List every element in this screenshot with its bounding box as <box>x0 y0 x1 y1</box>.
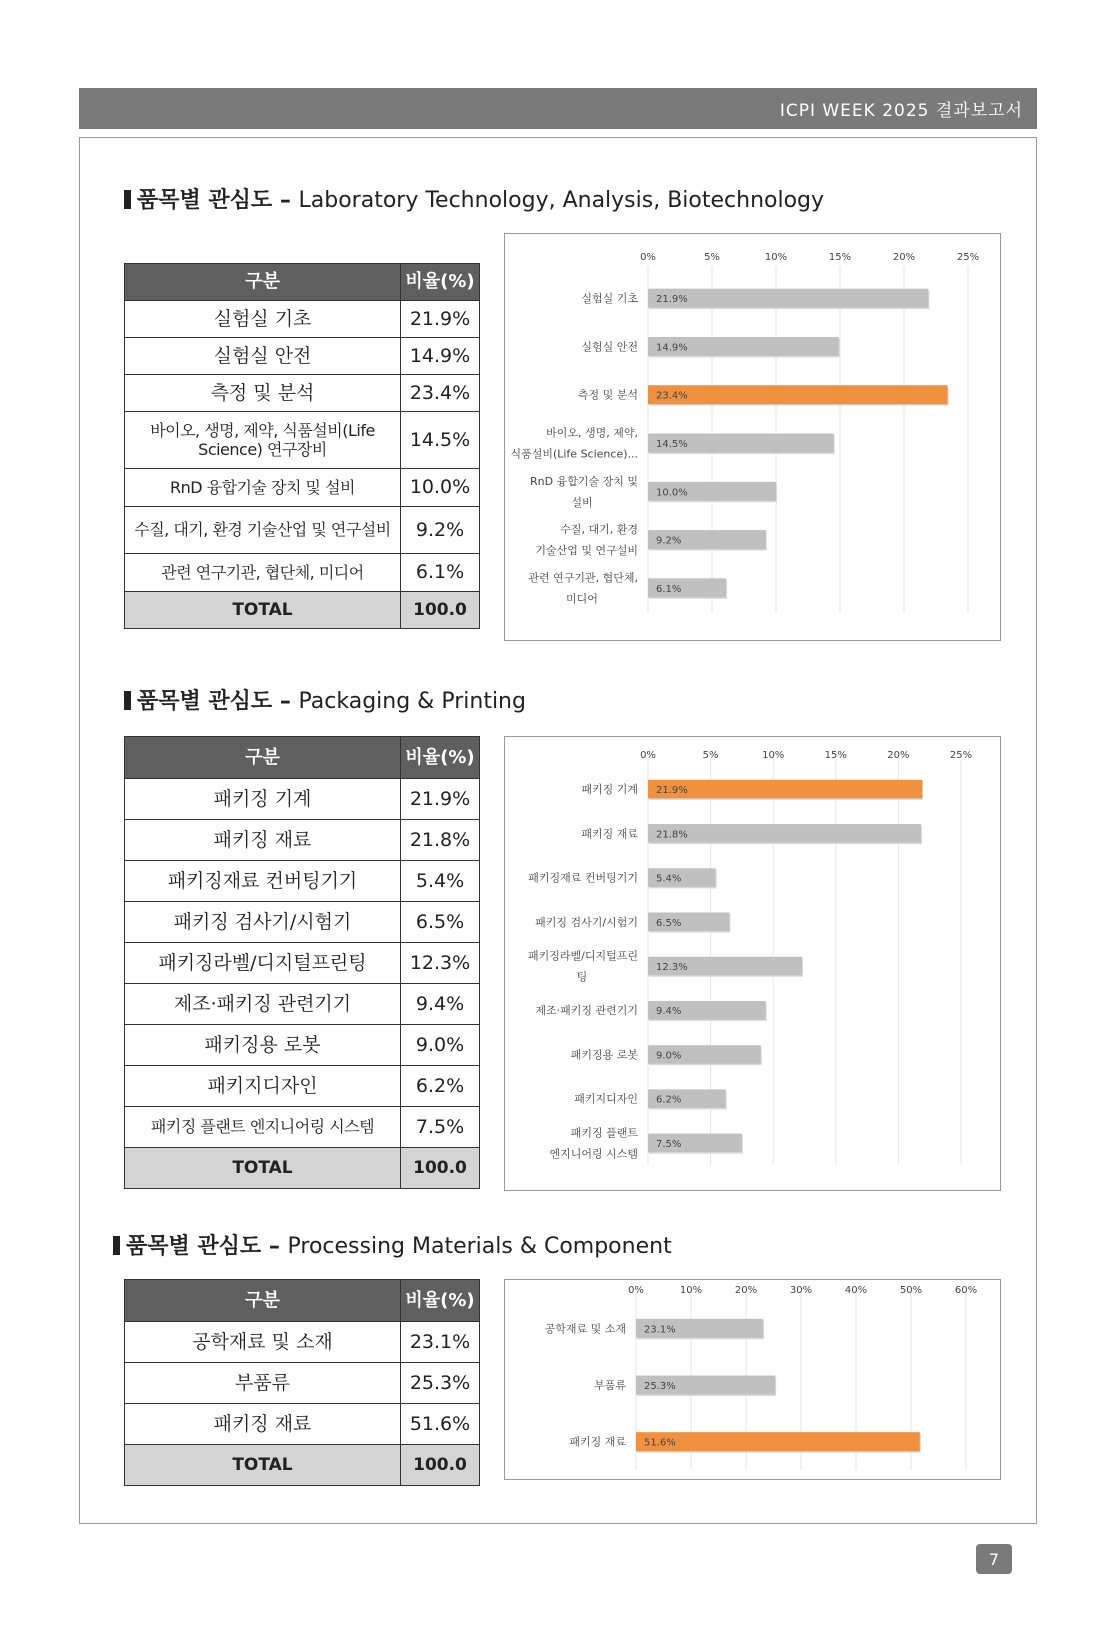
row-value: 5.4% <box>401 861 480 902</box>
total-value: 100.0 <box>401 592 480 629</box>
table-row <box>125 1322 480 1363</box>
row-label: 관련 연구기관, 협단체, 미디어 <box>125 554 401 592</box>
axis-tick-label: 0% <box>640 750 656 761</box>
table-row <box>125 338 480 375</box>
bar-value-label: 9.2% <box>656 535 682 547</box>
page-header <box>79 88 1037 129</box>
category-label: 바이오, 생명, 제약, <box>546 426 638 440</box>
col-header-category: 구분 <box>125 737 401 779</box>
row-label: 측정 및 분석 <box>125 375 401 412</box>
row-value: 21.9% <box>401 779 480 820</box>
category-label: 패키징 재료 <box>581 827 638 841</box>
row-value: 10.0% <box>401 469 480 507</box>
col-header-ratio: 비율(%) <box>401 264 480 301</box>
bar-value-label: 6.1% <box>656 583 682 595</box>
axis-tick-label: 20% <box>892 252 916 263</box>
category-label: 패키징 기계 <box>581 783 638 797</box>
row-value: 6.5% <box>401 902 480 943</box>
section-title-ko: 품목별 관심도 – <box>137 188 291 213</box>
category-label: 기술산업 및 연구설비 <box>535 544 638 558</box>
axis-tick-label: 10% <box>679 1285 703 1296</box>
col-header-category: 구분 <box>125 264 401 301</box>
row-label: 공학재료 및 소재 <box>125 1322 401 1363</box>
header-title: ICPI WEEK 2025 결과보고서 <box>779 101 1023 121</box>
bar-value-label: 21.9% <box>656 294 688 306</box>
category-label: 관련 연구기관, 협단체, <box>528 571 638 585</box>
bar-value-label: 6.5% <box>656 917 682 929</box>
col-header-ratio: 비율(%) <box>401 1280 480 1322</box>
bar-value-label: 25.3% <box>644 1381 676 1392</box>
table-row <box>125 469 480 507</box>
category-label: 엔지니어링 시스템 <box>549 1147 638 1161</box>
table-header-row <box>125 264 480 301</box>
bar-value-label: 10.0% <box>656 487 688 499</box>
page-number-text: 7 <box>988 1549 1000 1569</box>
row-label: 패키징용 로봇 <box>125 1025 401 1066</box>
bar <box>648 385 948 404</box>
category-label: 패키징재료 컨버팅기기 <box>528 871 638 885</box>
category-label: 패키지디자인 <box>574 1092 638 1106</box>
category-label: RnD 융합기술 장치 및 <box>530 474 638 488</box>
total-label: TOTAL <box>125 592 401 629</box>
axis-tick-label: 15% <box>828 252 852 263</box>
row-value: 14.9% <box>401 338 480 375</box>
table-row <box>125 861 480 902</box>
axis-tick-label: 20% <box>734 1285 758 1296</box>
table-row <box>125 412 480 469</box>
row-label: 패키징재료 컨버팅기기 <box>125 861 401 902</box>
bar-value-label: 23.4% <box>656 390 688 402</box>
category-label: 패키징 재료 <box>569 1435 626 1449</box>
row-value: 25.3% <box>401 1363 480 1404</box>
row-value: 6.2% <box>401 1066 480 1107</box>
bar-value-label: 12.3% <box>656 962 688 973</box>
row-label: 패키징 재료 <box>125 820 401 861</box>
bar-value-label: 14.5% <box>656 439 688 450</box>
category-label: 수질, 대기, 환경 <box>560 523 638 537</box>
table-total-row <box>125 1148 480 1189</box>
row-label: 부품류 <box>125 1363 401 1404</box>
row-value: 9.2% <box>401 507 480 554</box>
chart-lab <box>504 233 1001 641</box>
row-label: RnD 융합기술 장치 및 설비 <box>125 469 401 507</box>
section-title-en: Laboratory Technology, Analysis, Biotechnology <box>298 188 825 213</box>
col-header-category: 구분 <box>125 1280 401 1322</box>
axis-tick-label: 5% <box>704 252 720 263</box>
bar <box>648 780 922 799</box>
bar-value-label: 51.6% <box>644 1437 676 1449</box>
bar-value-label: 14.9% <box>656 342 688 354</box>
table-row <box>125 1363 480 1404</box>
section-title-ko: 품목별 관심도 – <box>126 1234 280 1259</box>
row-label: 패키징 기계 <box>125 779 401 820</box>
page-number <box>976 1544 1012 1574</box>
section-title-en: Packaging & Printing <box>298 689 526 714</box>
chart-processing <box>504 1279 1001 1480</box>
total-label: TOTAL <box>125 1445 401 1486</box>
row-value: 6.1% <box>401 554 480 592</box>
row-value: 23.4% <box>401 375 480 412</box>
table-processing <box>124 1279 480 1486</box>
section-title-lab <box>124 183 824 214</box>
row-label: 실험실 안전 <box>125 338 401 375</box>
table-total-row <box>125 1445 480 1486</box>
chart-packaging-svg <box>505 737 1000 1190</box>
bar-value-label: 23.1% <box>644 1324 676 1336</box>
category-label: 미디어 <box>566 592 598 606</box>
category-label: 측정 및 분석 <box>577 388 638 402</box>
section-bullet-icon <box>124 190 131 209</box>
bar-value-label: 9.0% <box>656 1050 682 1062</box>
axis-tick-label: 20% <box>887 750 910 761</box>
section-bullet-icon <box>113 1236 120 1255</box>
category-label: 패키징라벨/디지털프린 <box>528 949 638 963</box>
axis-tick-label: 50% <box>899 1285 923 1296</box>
table-row <box>125 943 480 984</box>
category-label: 패키징용 로봇 <box>570 1048 638 1062</box>
table-lab <box>124 263 480 629</box>
row-label: 제조·패키징 관련기기 <box>125 984 401 1025</box>
chart-packaging <box>504 736 1001 1191</box>
row-value: 7.5% <box>401 1107 480 1148</box>
table-header-row <box>125 737 480 779</box>
bar <box>636 1432 920 1451</box>
section-title-packaging <box>124 684 526 715</box>
category-label: 실험실 안전 <box>581 340 638 354</box>
table-row <box>125 554 480 592</box>
table-row <box>125 820 480 861</box>
section-bullet-icon <box>124 691 131 710</box>
category-label: 식품설비(Life Science)... <box>510 447 638 461</box>
section-title-en: Processing Materials & Component <box>287 1234 672 1259</box>
row-value: 9.4% <box>401 984 480 1025</box>
category-label: 패키징 플랜트 <box>570 1126 638 1140</box>
chart-processing-svg <box>505 1280 1000 1479</box>
total-value: 100.0 <box>401 1148 480 1189</box>
section-title-processing <box>113 1229 672 1260</box>
bar <box>648 824 921 843</box>
row-value: 21.9% <box>401 301 480 338</box>
axis-tick-label: 10% <box>764 252 788 263</box>
axis-tick-label: 60% <box>954 1285 978 1296</box>
bar-value-label: 7.5% <box>656 1138 682 1150</box>
table-packaging <box>124 736 480 1189</box>
bar-value-label: 5.4% <box>656 873 682 885</box>
col-header-ratio: 비율(%) <box>401 737 480 779</box>
table-row <box>125 902 480 943</box>
row-label: 패키징 플랜트 엔지니어링 시스템 <box>125 1107 401 1148</box>
axis-tick-label: 40% <box>844 1285 868 1296</box>
category-label: 패키징 검사기/시험기 <box>535 915 638 929</box>
axis-tick-label: 15% <box>824 750 847 761</box>
bar-value-label: 21.8% <box>656 829 688 841</box>
category-label: 부품류 <box>594 1379 626 1392</box>
axis-tick-label: 30% <box>789 1285 813 1296</box>
category-label: 제조·패키징 관련기기 <box>535 1004 638 1018</box>
total-label: TOTAL <box>125 1148 401 1189</box>
axis-tick-label: 0% <box>628 1285 644 1296</box>
category-label: 팅 <box>576 970 588 984</box>
row-label: 패키징라벨/디지털프린팅 <box>125 943 401 984</box>
row-label: 수질, 대기, 환경 기술산업 및 연구설비 <box>125 507 401 554</box>
axis-tick-label: 25% <box>956 252 980 263</box>
table-total-row <box>125 592 480 629</box>
table-row <box>125 301 480 338</box>
category-label: 설비 <box>571 495 593 509</box>
table-row <box>125 984 480 1025</box>
table-row <box>125 779 480 820</box>
axis-tick-label: 25% <box>949 750 973 761</box>
total-value: 100.0 <box>401 1445 480 1486</box>
category-label: 공학재료 및 소재 <box>544 1322 626 1336</box>
table-row <box>125 1025 480 1066</box>
chart-lab-svg <box>505 234 1000 640</box>
row-value: 14.5% <box>401 412 480 469</box>
row-value: 51.6% <box>401 1404 480 1445</box>
bar-value-label: 6.2% <box>656 1094 682 1106</box>
row-value: 23.1% <box>401 1322 480 1363</box>
row-label: 패키지디자인 <box>125 1066 401 1107</box>
bar-value-label: 21.9% <box>656 785 688 797</box>
bar <box>648 289 928 308</box>
row-label: 바이오, 생명, 제약, 식품설비(Life Science) 연구장비 <box>125 412 401 469</box>
axis-tick-label: 0% <box>640 252 656 263</box>
table-row <box>125 507 480 554</box>
row-label: 실험실 기초 <box>125 301 401 338</box>
table-row <box>125 1066 480 1107</box>
table-row <box>125 1404 480 1445</box>
table-row <box>125 1107 480 1148</box>
table-row <box>125 375 480 412</box>
axis-tick-label: 10% <box>762 750 785 761</box>
row-value: 21.8% <box>401 820 480 861</box>
row-value: 12.3% <box>401 943 480 984</box>
row-label: 패키징 검사기/시험기 <box>125 902 401 943</box>
table-header-row <box>125 1280 480 1322</box>
row-label: 패키징 재료 <box>125 1404 401 1445</box>
section-title-ko: 품목별 관심도 – <box>137 689 291 714</box>
category-label: 실험실 기초 <box>581 292 638 306</box>
row-value: 9.0% <box>401 1025 480 1066</box>
bar-value-label: 9.4% <box>656 1006 682 1018</box>
axis-tick-label: 5% <box>702 750 719 761</box>
